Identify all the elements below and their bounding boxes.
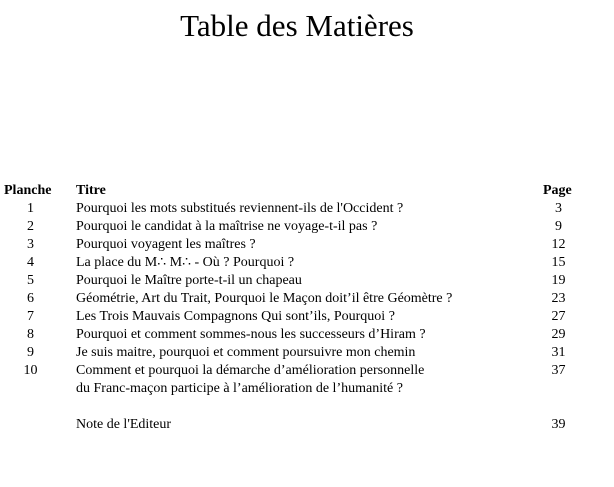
page-number: 12 — [551, 237, 566, 252]
page-number: 15 — [551, 255, 566, 270]
entry-title: du Franc-maçon participe à l’amélioration de l’humanité ? — [76, 381, 403, 396]
toc-row[interactable] — [0, 272, 614, 290]
entry-title: Pourquoi les mots substitués reviennent-ils de l'Occident ? — [76, 201, 404, 216]
planche-number: 4 — [27, 255, 34, 270]
entry-title: Comment et pourquoi la démarche d’amélioration personnelle — [76, 363, 425, 378]
planche-number: 3 — [27, 237, 34, 252]
toc-row-continuation[interactable] — [0, 380, 614, 398]
toc-row[interactable] — [0, 344, 614, 362]
page-number: 27 — [551, 309, 566, 324]
toc-row[interactable] — [0, 200, 614, 218]
page-number: 9 — [555, 219, 562, 234]
planche-number: 7 — [27, 309, 34, 324]
page-number: 23 — [551, 291, 566, 306]
planche-number: 5 — [27, 273, 34, 288]
toc-row[interactable] — [0, 218, 614, 236]
column-header-page: Page — [543, 183, 572, 198]
entry-title: Les Trois Mauvais Compagnons Qui sont’ils, Pourquoi ? — [76, 309, 395, 324]
entry-title: Géométrie, Art du Trait, Pourquoi le Maçon doit’il être Géomètre ? — [76, 291, 453, 306]
page-number: 3 — [555, 201, 562, 216]
page-number: 19 — [551, 273, 566, 288]
entry-title: La place du M∴ M∴ - Où ? Pourquoi ? — [76, 255, 295, 270]
toc-row-note[interactable] — [0, 416, 614, 434]
column-header-titre: Titre — [76, 183, 106, 198]
planche-number: 1 — [27, 201, 34, 216]
entry-title: Je suis maitre, pourquoi et comment poursuivre mon chemin — [76, 345, 416, 360]
column-header-planche: Planche — [4, 183, 52, 198]
planche-number: 8 — [27, 327, 34, 342]
planche-number: 9 — [27, 345, 34, 360]
toc-row[interactable] — [0, 362, 614, 380]
toc-row[interactable] — [0, 308, 614, 326]
toc-list — [0, 200, 614, 398]
page-number: 31 — [551, 345, 566, 360]
toc-row[interactable] — [0, 290, 614, 308]
entry-title: Pourquoi le Maître porte-t-il un chapeau — [76, 273, 302, 288]
entry-title: Pourquoi et comment sommes-nous les successeurs d’Hiram ? — [76, 327, 426, 342]
toc-row[interactable] — [0, 254, 614, 272]
entry-title: Pourquoi le candidat à la maîtrise ne voyage-t-il pas ? — [76, 219, 378, 234]
entry-title: Pourquoi voyagent les maîtres ? — [76, 237, 256, 252]
page-number: 29 — [551, 327, 566, 342]
planche-number: 10 — [23, 363, 38, 378]
page-number: 37 — [551, 363, 566, 378]
toc-row[interactable] — [0, 326, 614, 344]
note-page-number: 39 — [551, 417, 566, 432]
planche-number: 2 — [27, 219, 34, 234]
toc-row[interactable] — [0, 236, 614, 254]
planche-number: 6 — [27, 291, 34, 306]
page-title: Table des Matières — [180, 8, 414, 43]
note-title: Note de l'Editeur — [76, 417, 172, 432]
